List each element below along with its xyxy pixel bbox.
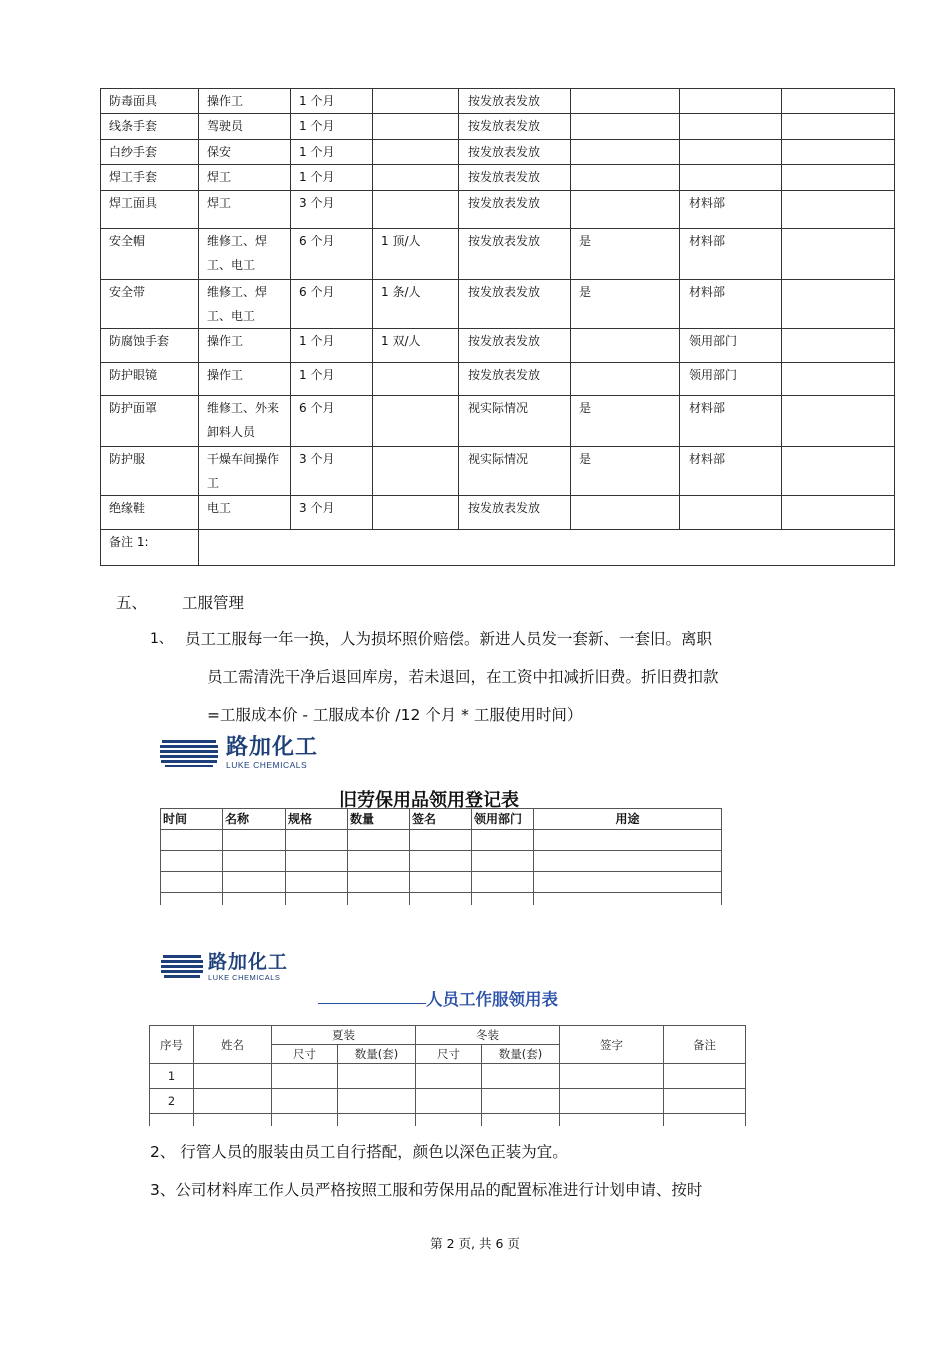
old-form-header-cell: 名称 [223,809,286,830]
uniform-form-logo [161,952,288,982]
issue-rule: 视实际情况 [459,447,571,496]
is-required [571,114,680,140]
item1-line2: 员工需清洗干净后退回库房，若未退回，在工资中扣减折旧费。折旧费扣款 [207,668,719,686]
ppe-row [101,191,895,229]
blank-cell [782,140,895,165]
responsible-dept [680,140,782,165]
blank-cell [782,114,895,140]
issue-quantity [373,363,459,396]
responsible-dept: 材料部 [680,280,782,329]
worker-position: 操作工 [199,363,291,396]
issue-cycle: 1 个月 [291,89,373,114]
item3-text: 3、公司材料库工作人员严格按照工服和劳保用品的配置标准进行计划申请、按时 [150,1181,703,1199]
issue-quantity [373,89,459,114]
issue-rule: 按发放表发放 [459,280,571,329]
issue-quantity: 1 顶/人 [373,229,459,280]
row-number: 1 [150,1064,194,1089]
old-form-logo [160,736,318,770]
uniform-form-title: 人员工作服领用表 [426,990,558,1009]
issue-cycle: 3 个月 [291,496,373,530]
is-required [571,191,680,229]
issue-rule: 按发放表发放 [459,140,571,165]
worker-position: 保安 [199,140,291,165]
col-name: 姓名 [194,1026,272,1064]
old-form-header-cell: 领用部门 [472,809,534,830]
col-summer-count: 数量(套) [338,1045,416,1064]
blank-cell [782,229,895,280]
issue-quantity [373,140,459,165]
blank-cell [782,396,895,447]
responsible-dept [680,165,782,191]
section-title: 工服管理 [182,594,245,612]
responsible-dept [680,89,782,114]
uniform-collection-table [149,1025,746,1126]
logo-name-en: LUKE CHEMICALS [208,973,281,982]
issue-cycle: 1 个月 [291,114,373,140]
worker-position: 驾驶员 [199,114,291,140]
old-form-title: 旧劳保用品领用登记表 [339,790,519,811]
issue-quantity: 1 双/人 [373,329,459,363]
old-form-header-cell: 时间 [161,809,223,830]
luke-logo-icon [160,737,218,769]
worker-position: 维修工、外来卸料人员 [199,396,291,447]
old-form-header-cell: 数量 [348,809,410,830]
item2-text: 2、 行管人员的服装由员工自行搭配，颜色以深色正装为宜。 [150,1143,568,1161]
section-number: 五、 [116,594,148,612]
is-required [571,329,680,363]
issue-rule: 按发放表发放 [459,114,571,140]
ppe-row [101,363,895,396]
blank-cell [782,496,895,530]
old-form-header-cell: 用途 [534,809,722,830]
item1-number: 1、 [150,631,173,647]
issue-quantity [373,447,459,496]
ppe-row [101,329,895,363]
issue-rule: 按发放表发放 [459,363,571,396]
issue-quantity [373,496,459,530]
issue-rule: 视实际情况 [459,396,571,447]
ppe-name: 焊工面具 [101,191,199,229]
ppe-row [101,140,895,165]
ppe-row [101,280,895,329]
worker-position: 操作工 [199,89,291,114]
issue-cycle: 1 个月 [291,165,373,191]
worker-position: 维修工、焊工、电工 [199,229,291,280]
item1-line1: 员工工服每一年一换，人为损坏照价赔偿。新进人员发一套新、一套旧。离职 [185,630,713,648]
ppe-row [101,114,895,140]
old-form-header-cell: 规格 [286,809,348,830]
responsible-dept: 材料部 [680,191,782,229]
ppe-row [101,447,895,496]
issue-cycle: 3 个月 [291,191,373,229]
col-winter: 冬装 [416,1026,560,1045]
is-required [571,496,680,530]
issue-rule: 按发放表发放 [459,89,571,114]
ppe-distribution-table [100,88,895,566]
issue-quantity: 1 条/人 [373,280,459,329]
worker-position: 焊工 [199,191,291,229]
remark-label: 备注 1: [101,530,199,566]
issue-rule: 按发放表发放 [459,229,571,280]
page-footer: 第 2 页, 共 6 页 [430,1236,520,1251]
issue-cycle: 6 个月 [291,280,373,329]
ppe-row [101,229,895,280]
blank-cell [782,89,895,114]
is-required: 是 [571,447,680,496]
worker-position: 干燥车间操作工 [199,447,291,496]
blank-cell [782,280,895,329]
issue-cycle: 1 个月 [291,363,373,396]
issue-rule: 按发放表发放 [459,496,571,530]
luke-logo-icon [161,953,203,981]
logo-name-cn: 路加化工 [226,735,319,760]
responsible-dept: 材料部 [680,447,782,496]
remark-content [199,530,895,566]
logo-name-cn: 路加化工 [208,951,289,973]
is-required: 是 [571,396,680,447]
issue-cycle: 1 个月 [291,140,373,165]
blank-cell [782,165,895,191]
issue-quantity [373,396,459,447]
ppe-row [101,396,895,447]
ppe-row [101,89,895,114]
remark-row [101,530,895,566]
col-summer: 夏装 [272,1026,416,1045]
ppe-name: 线条手套 [101,114,199,140]
is-required: 是 [571,229,680,280]
is-required [571,89,680,114]
issue-cycle: 1 个月 [291,329,373,363]
worker-position: 操作工 [199,329,291,363]
is-required [571,140,680,165]
ppe-name: 防毒面具 [101,89,199,114]
old-form-header-cell: 签名 [410,809,472,830]
is-required: 是 [571,280,680,329]
responsible-dept: 材料部 [680,229,782,280]
ppe-row [101,496,895,530]
col-summer-size: 尺寸 [272,1045,338,1064]
issue-quantity [373,114,459,140]
blank-cell [782,191,895,229]
issue-cycle: 3 个月 [291,447,373,496]
responsible-dept: 领用部门 [680,363,782,396]
ppe-name: 防护眼镜 [101,363,199,396]
responsible-dept [680,114,782,140]
ppe-name: 防腐蚀手套 [101,329,199,363]
blank-cell [782,363,895,396]
ppe-name: 安全带 [101,280,199,329]
blank-cell [782,329,895,363]
issue-quantity [373,191,459,229]
responsible-dept: 领用部门 [680,329,782,363]
col-winter-count: 数量(套) [482,1045,560,1064]
ppe-name: 绝缘鞋 [101,496,199,530]
responsible-dept [680,496,782,530]
worker-position: 电工 [199,496,291,530]
ppe-name: 防护服 [101,447,199,496]
ppe-name: 防护面罩 [101,396,199,447]
blank-cell [782,447,895,496]
col-sign: 签字 [560,1026,664,1064]
row-number: 2 [150,1089,194,1114]
ppe-row [101,165,895,191]
col-winter-size: 尺寸 [416,1045,482,1064]
worker-position: 焊工 [199,165,291,191]
issue-rule: 按发放表发放 [459,329,571,363]
is-required [571,165,680,191]
responsible-dept: 材料部 [680,396,782,447]
issue-rule: 按发放表发放 [459,165,571,191]
ppe-name: 白纱手套 [101,140,199,165]
old-ppe-register-table [160,808,722,905]
col-seq: 序号 [150,1026,194,1064]
ppe-name: 焊工手套 [101,165,199,191]
worker-position: 维修工、焊工、电工 [199,280,291,329]
col-note: 备注 [664,1026,746,1064]
issue-cycle: 6 个月 [291,396,373,447]
is-required [571,363,680,396]
logo-name-en: LUKE CHEMICALS [226,760,308,770]
item1-line3: =工服成本价 - 工服成本价 /12 个月 * 工服使用时间） [207,706,583,724]
ppe-name: 安全帽 [101,229,199,280]
title-blank-line [318,1003,426,1004]
issue-quantity [373,165,459,191]
issue-cycle: 6 个月 [291,229,373,280]
issue-rule: 按发放表发放 [459,191,571,229]
